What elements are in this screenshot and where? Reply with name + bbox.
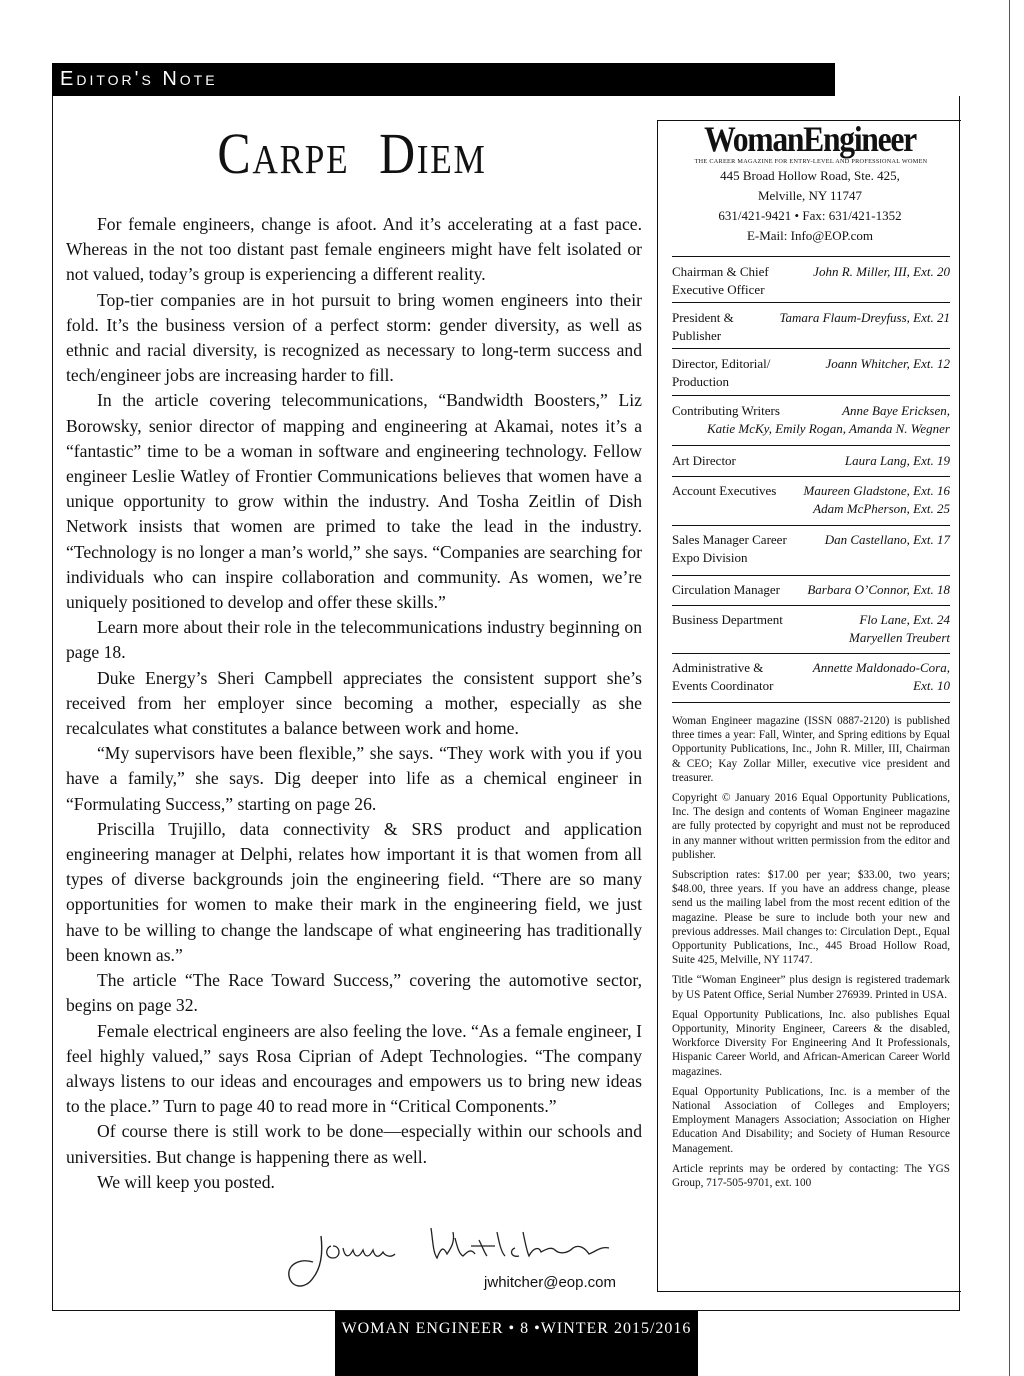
article-paragraph: In the article covering telecommunications, “Bandwidth Boosters,” Liz Borowsky, senior director of mapping and engineering at Akamai, notes it’s a “fantastic” time to be a woman in software and engineering technology. Fellow engineer Leslie Watley of Frontier Communications believes that women have a unique opportunity to grow within the industry. And Tosha Zeitlin of Dish Network insists that women are primed to take the lead in the industry. “Technology is no longer a man’s world,” she says. “Companies are searching for individuals who can inspire collaboration and community. As women, we’re uniquely positioned to develop and offer these skills.” [66,390,642,613]
note-paragraph: Equal Opportunity Publications, Inc. also publishes Equal Opportunity, Minority Engineer, Careers & the disabled, Workforce Diversity For Engineering And It Professionals, Hispanic Career World, and African-American Career World magazines. [672,1008,950,1078]
note-paragraph: Subscription rates: $17.00 per year; $33.00, two years; $48.00, three years. If you have an address change, please send us the mailing label from the most recent edition of the magazine. Please be sure to include both your new and previous addresses. Mail changes to: Circulation Dept., Equal Opportunity Publications, Inc., 445 Broad Hollow Road, Suite 425, Melville, NY 11747. [672,869,950,967]
staff-name: Laura Lang, Ext. 19 [844,453,950,468]
staff-rule [672,605,950,606]
address-line-1: 445 Broad Hollow Road, Ste. 425, [720,168,900,183]
staff-name-line-2: Katie McKy, Emily Rogan, Amanda N. Wegner [706,421,950,436]
masthead-rule [672,256,950,257]
staff-rule [672,476,950,477]
staff-name: Anne Baye Ericksen, [842,403,950,418]
staff-name-line-2: Maryellen Treubert [849,630,950,645]
staff-name-line-2: Adam McPherson, Ext. 25 [813,501,950,516]
staff-name: Flo Lane, Ext. 24 [859,612,950,627]
staff-role: Chairman & Chief Executive Officer [672,264,769,297]
address-line-2: Melville, NY 11747 [757,188,863,203]
staff-rule [672,445,950,446]
staff-role: Sales Manager Career Expo Division [672,532,787,565]
staff-role: Art Director [672,453,736,468]
note-paragraph: Article reprints may be ordered by contacting: The YGS Group, 717-505-9701, ext. 100 [672,1162,950,1190]
article-paragraph: Of course there is still work to be done—especially within our schools and universities. But change is happening there as well. [66,1121,642,1167]
staff-name-line-2: Ext. 10 [913,678,950,693]
note-paragraph: Title “Woman Engineer” plus design is registered trademark by US Patent Office, Serial Number 276939. Printed in USA. [672,974,950,1001]
staff-name: Joann Whitcher, Ext. 12 [825,356,950,371]
staff-role: Circulation Manager [672,582,780,597]
article-title: Carpe Diem [217,121,487,186]
article-paragraph: Duke Energy’s Sheri Campbell appreciates the consistent support she’s received from her employer since becoming a mother, especially as she recalculates what constitutes a balance between work and home. [66,667,642,739]
staff-rule [672,575,950,576]
staff-name: Barbara O’Connor, Ext. 18 [807,582,950,597]
staff-name: Tamara Flaum-Dreyfuss, Ext. 21 [779,310,950,325]
staff-name: Dan Castellano, Ext. 17 [824,532,950,547]
section-header: Editor's Note [52,63,835,96]
staff-role: Account Executives [672,483,777,498]
magazine-logo: WomanEngineer [704,119,916,159]
article-paragraph: Female electrical engineers are also feeling the love. “As a female engineer, I feel highly valued,” says Rosa Ciprian of Adept Technologies. “The company always listens to our ideas and encourages and empowers us to bring new ideas to the place.” Turn to page 40 to read more in “Critical Components.” [66,1020,642,1117]
staff-role: Administrative & Events Coordinator [672,660,774,693]
staff-rule [672,702,950,703]
staff-role: President & Publisher [672,310,734,343]
article-paragraph: We will keep you posted. [97,1171,275,1192]
masthead-contact [670,166,950,246]
staff-name: John R. Miller, III, Ext. 20 [813,264,950,279]
staff-role: Director, Editorial/ Production [672,356,771,389]
page-footer: WOMAN ENGINEER • 8 •WINTER 2015/2016 [335,1311,698,1376]
editor-email: jwhitcher@eop.com [484,1274,616,1291]
article-paragraph: Top-tier companies are in hot pursuit to bring women engineers into their fold. It’s the business version of a perfect storm: gender diversity, as well as ethnic and racial diversity, is recognized as necessary to long-term success and tech/engineer jobs are increasing harder to fill. [66,289,642,386]
article-body [66,212,642,1195]
page-edge-line [1009,0,1010,1376]
staff-role: Business Department [672,612,783,627]
note-paragraph: Equal Opportunity Publications, Inc. is a member of the National Association of Colleges and Employers; Employment Managers Association; Association on Higher Education And Disability; and Society of Human Resource Management. [672,1085,950,1155]
article-paragraph: For female engineers, change is afoot. And it’s accelerating at a fast pace. Whereas in the not too distant past female engineers might have felt isolated or not valued, today’s group is experiencing a different reality. [66,214,642,285]
staff-role: Contributing Writers [672,403,780,418]
note-paragraph: Copyright © January 2016 Equal Opportunity Publications, Inc. The design and contents of Woman Engineer magazine are fully protected by copyright and must not be reproduced in any manner without written permission from the editor and publisher. [672,792,950,861]
staff-name: Annette Maldonado-Cora, [812,660,950,675]
article-paragraph: Learn more about their role in the telecommunications industry beginning on page 18. [66,617,642,663]
article-paragraph: The article “The Race Toward Success,” covering the automotive sector, begins on page 32. [66,970,642,1016]
contact-email: E-Mail: Info@EOP.com [746,228,874,243]
staff-rule [672,348,950,349]
article-paragraph: “My supervisors have been flexible,” she says. “They work with you if you have a family,” she says. Dig deeper into life as a chemical engineer in “Formulating Success,” starting on page 26. [66,743,642,814]
staff-rule [672,525,950,526]
note-paragraph: Woman Engineer magazine (ISSN 0887-2120) is published three times a year: Fall, Winter, and Spring editions by Equal Opportunity Publications, Inc., John R. Miller, III, Chairman & CEO; Kay Zollar Miller, executive vice president and treasurer. [672,715,950,784]
staff-rule [672,302,950,303]
staff-rule [672,395,950,396]
staff-name: Maureen Gladstone, Ext. 16 [803,483,950,498]
publication-notes [672,714,950,1196]
staff-rule [672,653,950,654]
magazine-tagline: THE CAREER MAGAZINE FOR ENTRY-LEVEL AND PROFESSIONAL WOMEN [694,158,928,165]
phone-fax: 631/421-9421 • Fax: 631/421-1352 [718,208,902,223]
article-paragraph: Priscilla Trujillo, data connectivity & SRS product and application engineering manager at Delphi, relates how important it is that women from all types of diverse backgrounds join the engineering field. “There are so many opportunities for women to make their mark in the engineering field, we just have to be willing to change the landscape of what engineering has traditionally been known as.” [66,818,642,965]
